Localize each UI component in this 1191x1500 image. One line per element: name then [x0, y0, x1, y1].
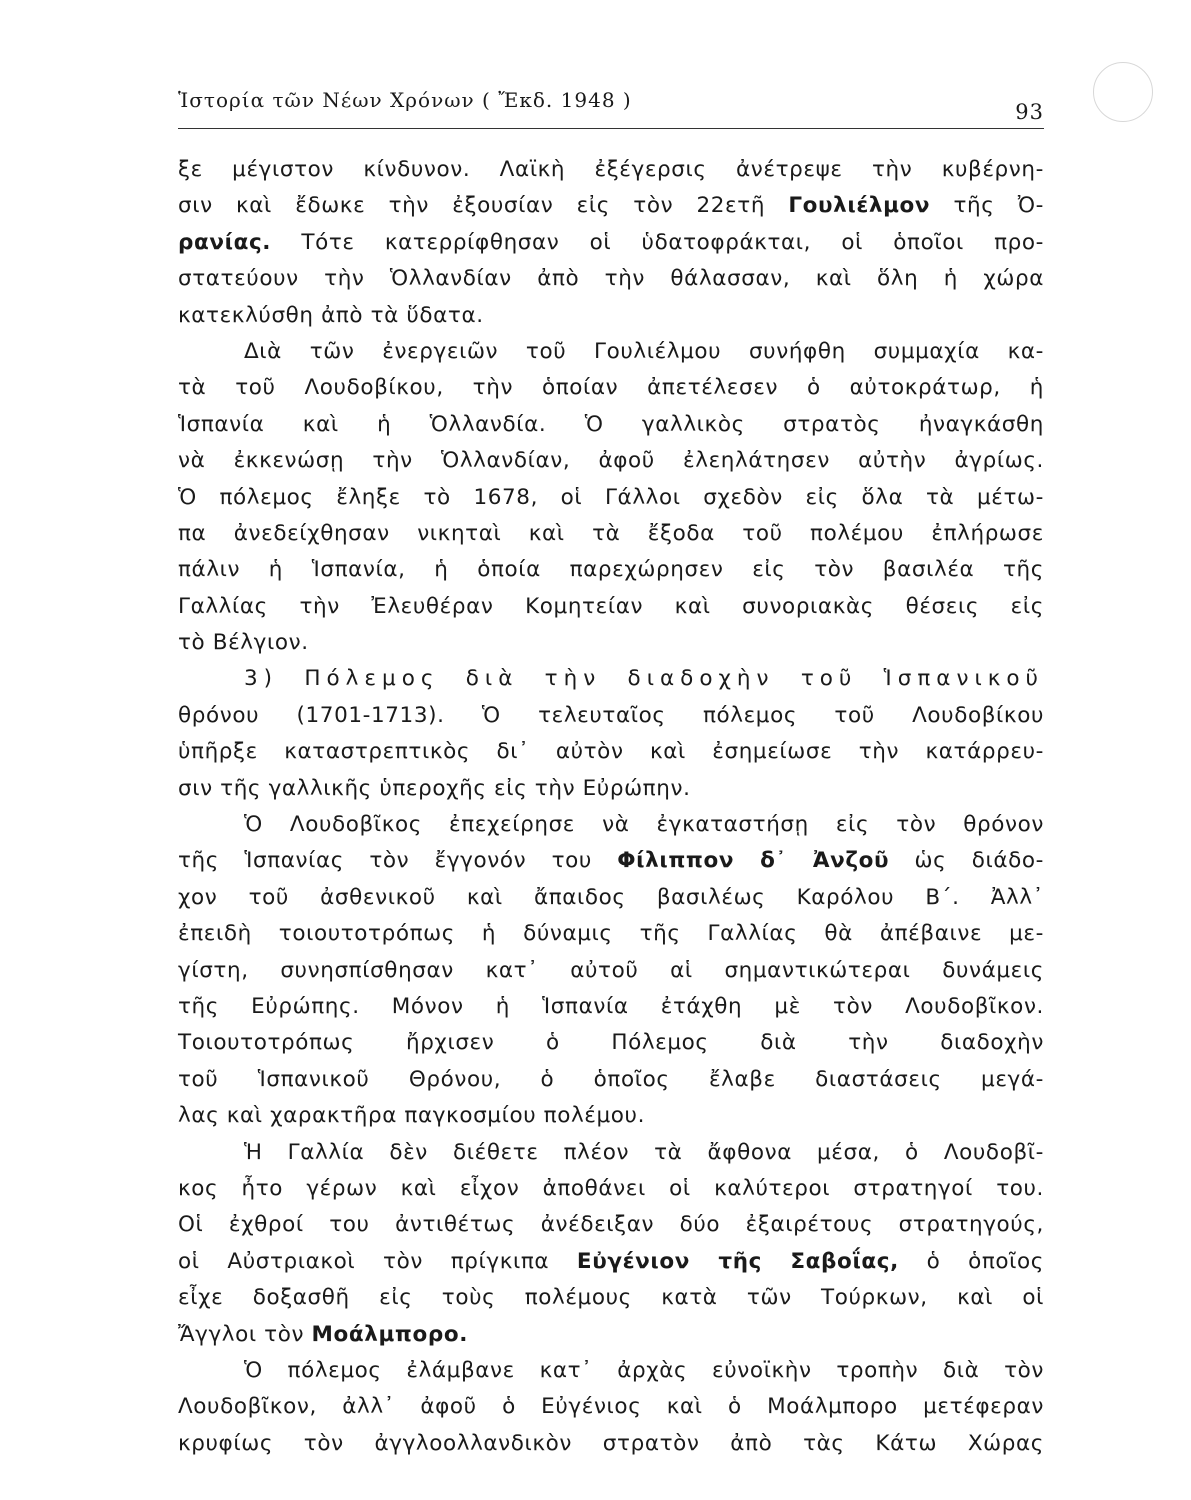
text-line	[178, 261, 1044, 297]
text-line	[178, 807, 1044, 843]
text-line	[178, 1280, 1044, 1316]
text-run: λας καὶ χαρακτῆρα παγκοσμίου πολέμου.	[178, 1103, 646, 1129]
text-line	[178, 552, 1044, 588]
text-line	[178, 298, 1044, 334]
text-run: τῆς Ἱσπανίας τὸν ἔγγονόν του	[178, 848, 618, 874]
text-run: τὰ τοῦ Λουδοβίκου, τὴν ὁποίαν ἀπετέλεσεν ὁ αὐτοκράτωρ, ἡ	[178, 375, 1044, 401]
text-line	[178, 1098, 1044, 1134]
text-line	[178, 225, 1044, 261]
text-line	[178, 1171, 1044, 1207]
text-line	[178, 480, 1044, 516]
text-line	[178, 152, 1044, 188]
text-run: στατεύουν τὴν Ὁλλανδίαν ἀπὸ τὴν θάλασσαν, καὶ ὅλη ἡ χώρα	[178, 266, 1044, 292]
text-line	[178, 771, 1044, 807]
text-line	[178, 1135, 1044, 1171]
text-line	[178, 443, 1044, 479]
text-run: Γαλλίας τὴν Ἐλευθέραν Κομητείαν καὶ συνοριακὰς θέσεις εἰς	[178, 593, 1044, 619]
text-run: τοῦ Ἱσπανικοῦ Θρόνου, ὁ ὁποῖος ἔλαβε διαστάσεις μεγά-	[178, 1066, 1044, 1092]
text-line	[178, 516, 1044, 552]
text-run: Ἄγγλοι τὸν	[178, 1321, 312, 1347]
text-line	[178, 1244, 1044, 1280]
bold-term: Γουλιέλμον	[788, 193, 931, 219]
text-line	[178, 1389, 1044, 1425]
text-line	[178, 880, 1044, 916]
text-run: ἐπειδὴ τοιουτοτρόπως ἡ δύναμις τῆς Γαλλίας θὰ ἀπέβαινε με-	[178, 921, 1044, 947]
text-line	[178, 843, 1044, 879]
text-line	[178, 916, 1044, 952]
bold-term: Φίλιππον δ᾿ Ἀνζοῦ	[617, 848, 890, 874]
header-title: Ἱστορία τῶν Νέων Χρόνων ( Ἔκδ. 1948 )	[178, 88, 632, 112]
text-run: θρόνου (1701-1713). Ὁ τελευταῖος πόλεμος τοῦ Λουδοβίκου	[178, 702, 1044, 728]
text-line	[178, 589, 1044, 625]
header-rule	[178, 128, 1044, 129]
bold-term: Εὐγένιον τῆς Σαβοΐας,	[576, 1248, 899, 1274]
text-run: Ὁ Λουδοβῖκος ἐπεχείρησε νὰ ἐγκαταστήσῃ εἰς τὸν θρόνον	[244, 812, 1044, 838]
text-run: Τοιουτοτρόπως ἤρχισεν ὁ Πόλεμος διὰ τὴν διαδοχὴν	[178, 1030, 1044, 1056]
text-line	[178, 407, 1044, 443]
text-run: ὑπῆρξε καταστρεπτικὸς δι᾿ αὐτὸν καὶ ἐσημείωσε τὴν κατάρρευ-	[178, 739, 1044, 765]
text-run: τῆς Ὀ-	[930, 193, 1044, 219]
text-run: ξε μέγιστον κίνδυνον. Λαϊκὴ ἐξέγερσις ἀνέτρεψε τὴν κυβέρνη-	[178, 157, 1044, 182]
text-run: Τότε κατερρίφθησαν οἱ ὑδατοφράκται, οἱ ὁποῖοι προ-	[271, 229, 1044, 255]
text-run: εἶχε δοξασθῆ εἰς τοὺς πολέμους κατὰ τῶν Τούρκων, καὶ οἱ	[178, 1285, 1044, 1311]
text-line	[178, 188, 1044, 224]
text-line	[178, 334, 1044, 370]
text-line	[178, 1207, 1044, 1243]
bold-term: ρανίας.	[178, 229, 272, 255]
text-line	[178, 1025, 1044, 1061]
text-run: Ἡ Γαλλία δὲν διέθετε πλέον τὰ ἄφθονα μέσα, ὁ Λουδοβῖ-	[244, 1139, 1044, 1165]
page-number: 93	[1015, 100, 1044, 124]
text-run: Ὁ πόλεμος ἔληξε τὸ 1678, οἱ Γάλλοι σχεδὸν εἰς ὅλα τὰ μέτω-	[178, 484, 1044, 510]
text-line	[178, 661, 1044, 697]
text-line	[178, 734, 1044, 770]
body-text	[178, 152, 1044, 1462]
text-line	[178, 1317, 1044, 1353]
text-line	[178, 953, 1044, 989]
text-run: σιν καὶ ἔδωκε τὴν ἐξουσίαν εἰς τὸν 22ετῆ	[178, 193, 789, 219]
text-run: νὰ ἐκκενώσῃ τὴν Ὁλλανδίαν, ἀφοῦ ἐλεηλάτησεν αὐτὴν ἀγρίως.	[178, 448, 1044, 474]
text-line	[178, 370, 1044, 406]
text-run: χον τοῦ ἀσθενικοῦ καὶ ἄπαιδος βασιλέως Καρόλου Β΄. Ἀλλ᾿	[178, 884, 1044, 910]
text-line	[178, 989, 1044, 1025]
text-run: Λουδοβῖκον, ἀλλ᾿ ἀφοῦ ὁ Εὐγένιος καὶ ὁ Μοάλμπορο μετέφεραν	[178, 1394, 1044, 1420]
text-run: 3) Πόλεμος διὰ τὴν διαδοχὴν τοῦ Ἱσπανικοῦ	[244, 666, 1044, 692]
text-run: Ὁ πόλεμος ἐλάμβανε κατ᾿ ἀρχὰς εὐνοϊκὴν τροπὴν διὰ τὸν	[244, 1357, 1044, 1383]
text-run: πάλιν ἡ Ἱσπανία, ἡ ὁποία παρεχώρησεν εἰς τὸν βασιλέα τῆς	[178, 557, 1044, 583]
text-line	[178, 1426, 1044, 1462]
text-line	[178, 1353, 1044, 1389]
text-run: Οἱ ἐχθροί του ἀντιθέτως ἀνέδειξαν δύο ἐξαιρέτους στρατηγούς,	[178, 1212, 1044, 1238]
binder-hole-mark	[1093, 62, 1153, 122]
text-run: ὁ ὁποῖος	[898, 1248, 1044, 1274]
text-line	[178, 698, 1044, 734]
text-run: ὡς διάδο-	[889, 848, 1044, 874]
text-run: πα ἀνεδείχθησαν νικηταὶ καὶ τὰ ἔξοδα τοῦ πολέμου ἐπλήρωσε	[178, 520, 1044, 546]
text-run: οἱ Αὐστριακοὶ τὸν πρίγκιπα	[178, 1248, 577, 1274]
text-run: Ἱσπανία καὶ ἡ Ὁλλανδία. Ὁ γαλλικὸς στρατὸς ἠναγκάσθη	[178, 411, 1044, 437]
text-run: κος ἦτο γέρων καὶ εἶχον ἀποθάνει οἱ καλύτεροι στρατηγοί του.	[178, 1175, 1044, 1201]
text-run: Διὰ τῶν ἐνεργειῶν τοῦ Γουλιέλμου συνήφθη συμμαχία κα-	[244, 338, 1044, 364]
text-line	[178, 1062, 1044, 1098]
bold-term: Μοάλμπορο.	[311, 1321, 468, 1347]
text-run: τῆς Εὐρώπης. Μόνον ἡ Ἱσπανία ἐτάχθη μὲ τὸν Λουδοβῖκον.	[178, 993, 1044, 1019]
text-line	[178, 625, 1044, 661]
text-run: τὸ Βέλγιον.	[178, 630, 309, 656]
text-run: κατεκλύσθη ἀπὸ τὰ ὕδατα.	[178, 302, 484, 328]
text-run: γίστη, συνησπίσθησαν κατ᾿ αὐτοῦ αἱ σημαντικώτεραι δυνάμεις	[178, 957, 1044, 983]
text-run: σιν τῆς γαλλικῆς ὑπεροχῆς εἰς τὴν Εὐρώπην.	[178, 775, 691, 801]
text-run: κρυφίως τὸν ἀγγλοολλανδικὸν στρατὸν ἀπὸ τὰς Κάτω Χώρας	[178, 1430, 1044, 1456]
